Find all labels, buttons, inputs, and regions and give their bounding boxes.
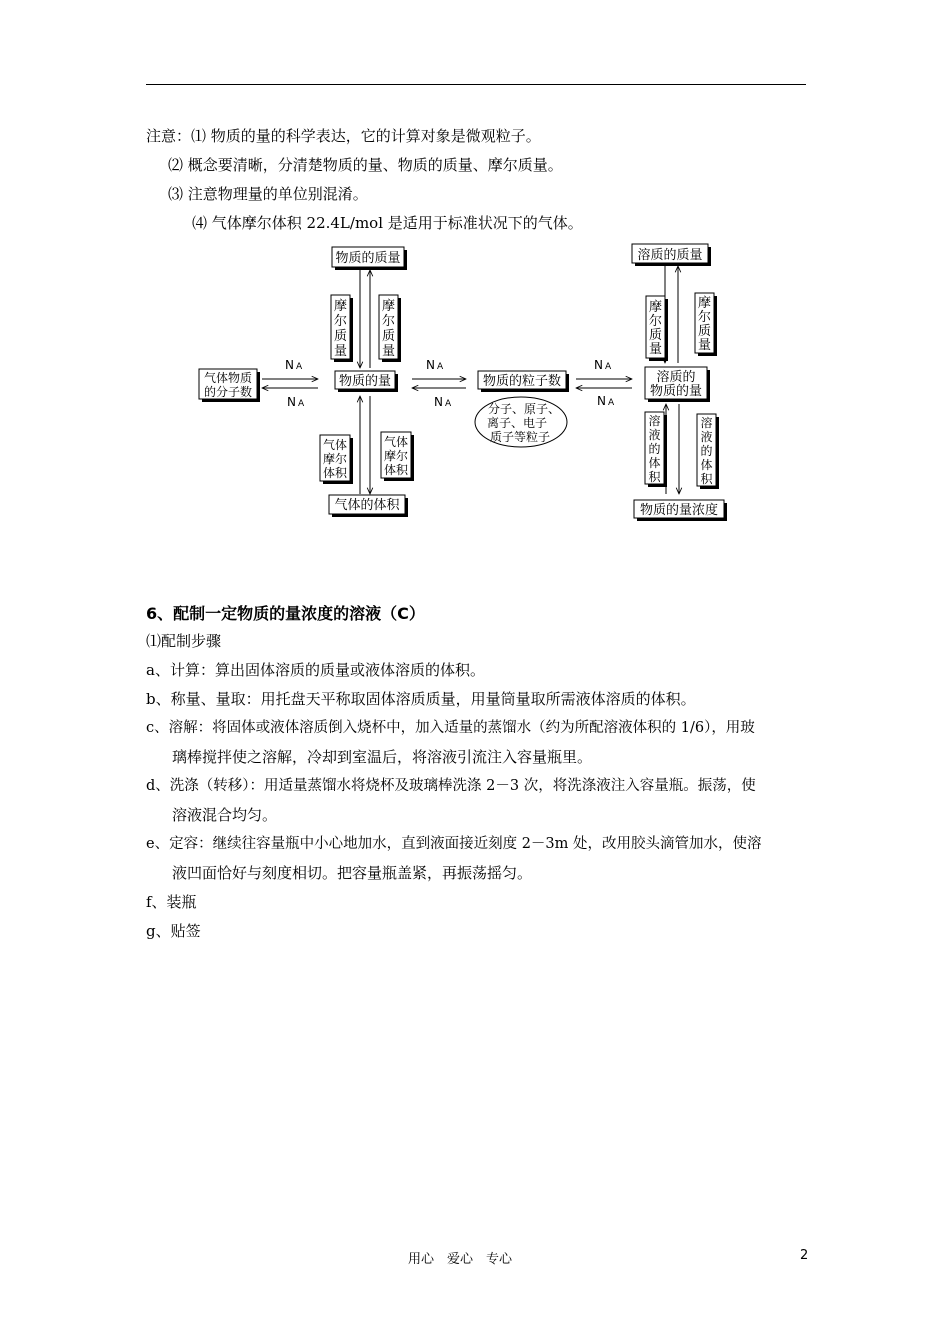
gmv-right-line-3: 体积 — [383, 463, 409, 477]
particles-box — [478, 371, 569, 392]
step-g: g、贴签 — [146, 922, 201, 940]
molar-mass-left-char-4: 量 — [333, 344, 348, 359]
mass-box — [332, 247, 407, 270]
sv-right-char-2: 液 — [700, 430, 713, 444]
na-label-5: N A — [594, 358, 612, 372]
solute-amount-line-2: 物质的量 — [649, 384, 703, 399]
na-label-6: N A — [597, 394, 615, 408]
step-f: f、装瓶 — [146, 893, 197, 911]
amount-box — [335, 371, 398, 392]
sv-left-char-2: 液 — [648, 428, 661, 442]
notes-label: 注意： — [146, 127, 192, 145]
gas-molecules-line-1: 气体物质 — [203, 371, 253, 385]
gmv-right-line-2: 摩尔 — [383, 449, 409, 463]
note-item-3: ⑶ 注意物理量的单位别混淆。 — [168, 185, 368, 203]
sv-left-char-3: 的 — [648, 442, 661, 456]
molar-mass-right-char-4: 量 — [381, 344, 396, 359]
gas-molecules-box — [199, 369, 260, 402]
sv-left-char-4: 体 — [648, 456, 661, 470]
step-e-line-1: e、定容：继续往容量瓶中小心地加水，直到液面接近刻度 2－3m 处，改用胶头滴管加水，使溶 — [146, 836, 762, 852]
note-item-4: ⑷ 气体摩尔体积 22.4L/mol 是适用于标准状况下的气体。 — [192, 214, 583, 232]
concentration-box — [634, 500, 727, 521]
particles-label: 物质的粒子数 — [482, 374, 562, 389]
solute-mm-right-char-3: 质 — [697, 324, 712, 339]
molar-mass-right-char-1: 摩 — [381, 299, 396, 314]
sv-right-char-3: 的 — [700, 444, 713, 458]
gmv-right-line-1: 气体 — [383, 435, 409, 449]
solute-molar-mass-left-box — [646, 296, 668, 361]
gmv-left-line-2: 摩尔 — [322, 452, 348, 466]
gas-volume-label: 气体的体积 — [334, 498, 400, 513]
na-label-4: N A — [434, 395, 452, 409]
solute-mm-left-char-1: 摩 — [648, 300, 663, 315]
page-number: 2 — [800, 1248, 809, 1263]
step-d-line-1: d、洗涤（转移）：用适量蒸馏水将烧杯及玻璃棒洗涤 2－3 次，将洗涤液注入容量瓶。振荡，使 — [146, 778, 756, 794]
footer-motto: 用心 爱心 专心 — [408, 1252, 513, 1267]
molar-mass-left-char-2: 尔 — [333, 314, 348, 329]
gas-volume-box — [329, 495, 408, 517]
step-e-line-2: 液凹面恰好与刻度相切。把容量瓶盖紧，再振荡摇匀。 — [172, 864, 533, 882]
sv-left-char-5: 积 — [648, 470, 661, 484]
molar-mass-right-char-3: 质 — [381, 329, 396, 344]
gmv-left-line-1: 气体 — [322, 438, 348, 452]
gas-molar-volume-right-box — [381, 432, 414, 481]
gas-molecules-line-2: 的分子数 — [203, 385, 253, 399]
solution-volume-left-box — [645, 412, 667, 487]
solute-amount-line-1: 溶质的 — [656, 370, 696, 385]
solute-mm-left-char-2: 尔 — [648, 314, 663, 329]
gas-molar-volume-left-box — [320, 435, 353, 484]
na-label-3: N A — [426, 358, 444, 372]
note-item-2: ⑵ 概念要清晰，分清楚物质的量、物质的质量、摩尔质量。 — [168, 156, 563, 174]
particle-types-line-2: 离子、电子 — [486, 416, 548, 430]
mass-label: 物质的质量 — [335, 251, 401, 266]
step-d-line-2: 溶液混合均匀。 — [172, 806, 278, 824]
solute-mass-box — [632, 244, 711, 266]
na-label-2: N A — [287, 395, 305, 409]
sv-right-char-5: 积 — [700, 472, 713, 486]
molar-mass-left-char-3: 质 — [333, 329, 348, 344]
na-label-1: N A — [285, 358, 303, 372]
solute-mm-left-char-3: 质 — [648, 328, 663, 343]
particle-types-ellipse — [475, 397, 567, 447]
step-b: b、称量、量取：用托盘天平称取固体溶质质量，用量筒量取所需液体溶质的体积。 — [146, 690, 696, 708]
conversion-diagram — [0, 0, 950, 540]
section-heading: 6、配制一定物质的量浓度的溶液（C） — [146, 604, 425, 623]
section-subheading: ⑴配制步骤 — [146, 632, 222, 650]
step-c-line-2: 璃棒搅拌使之溶解，冷却到室温后，将溶液引流注入容量瓶里。 — [172, 748, 593, 766]
particle-types-line-1: 分子、原子、 — [487, 402, 561, 416]
sv-left-char-1: 溶 — [648, 414, 661, 428]
step-a: a、计算：算出固体溶质的质量或液体溶质的体积。 — [146, 661, 485, 679]
solute-mm-left-char-4: 量 — [648, 342, 663, 357]
molar-mass-right-char-2: 尔 — [381, 314, 396, 329]
solute-mm-right-char-2: 尔 — [697, 310, 712, 325]
note-item-1: ⑴ 物质的量的科学表达，它的计算对象是微观粒子。 — [191, 127, 541, 145]
solute-mm-right-char-1: 摩 — [697, 296, 712, 311]
gmv-left-line-3: 体积 — [322, 466, 348, 480]
solute-mass-label: 溶质的质量 — [637, 248, 703, 263]
solution-volume-right-box — [697, 414, 719, 489]
molar-mass-left-char-1: 摩 — [333, 299, 348, 314]
molar-mass-left-box — [331, 295, 353, 362]
molar-mass-right-box — [379, 295, 401, 362]
solute-mm-right-char-4: 量 — [697, 338, 712, 353]
sv-right-char-1: 溶 — [700, 416, 713, 430]
concentration-label: 物质的量浓度 — [639, 503, 719, 518]
step-c-line-1: c、溶解：将固体或液体溶质倒入烧杯中，加入适量的蒸馏水（约为所配溶液体积的 1/6），用玻 — [146, 720, 755, 736]
solute-molar-mass-right-box — [695, 293, 717, 356]
particle-types-line-3: 质子等粒子 — [489, 430, 551, 444]
sv-right-char-4: 体 — [700, 458, 713, 472]
solute-amount-box — [645, 367, 710, 402]
amount-label: 物质的量 — [338, 374, 392, 389]
